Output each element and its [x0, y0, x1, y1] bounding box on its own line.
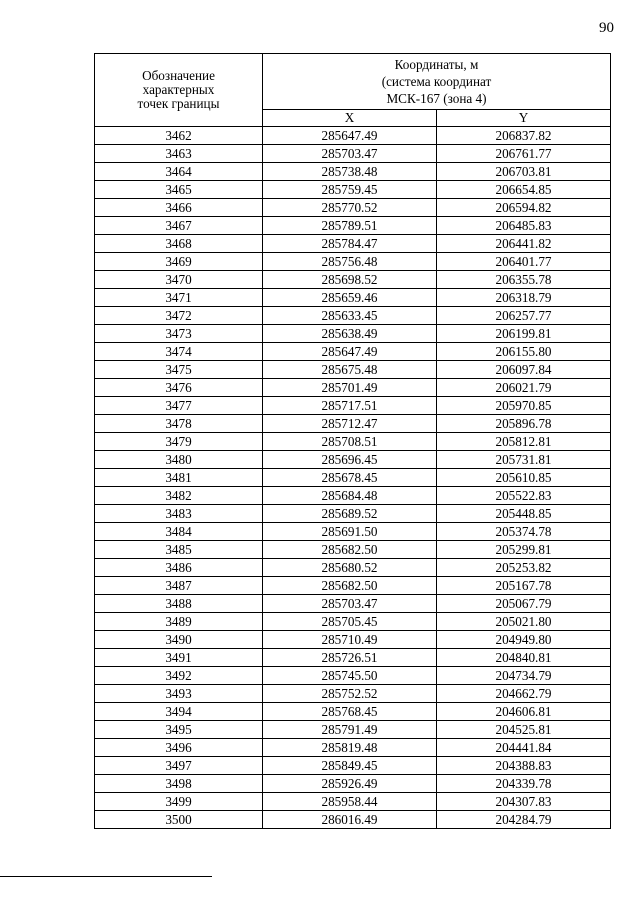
x-coordinate-cell: 285696.45: [263, 451, 437, 469]
y-coordinate-cell: 205253.82: [437, 559, 611, 577]
table-row: [95, 415, 611, 433]
x-coordinate-cell: 285638.49: [263, 325, 437, 343]
y-coordinate-cell: 205067.79: [437, 595, 611, 613]
y-coordinate-cell: 206703.81: [437, 163, 611, 181]
table-row: [95, 325, 611, 343]
table-row: [95, 811, 611, 829]
table-row: [95, 559, 611, 577]
point-number-cell: 3497: [95, 757, 263, 775]
table-row: [95, 541, 611, 559]
table-row: [95, 253, 611, 271]
x-coordinate-cell: 285712.47: [263, 415, 437, 433]
table-row: [95, 505, 611, 523]
footnote-separator: [0, 876, 212, 877]
point-number-cell: 3473: [95, 325, 263, 343]
y-coordinate-cell: 205299.81: [437, 541, 611, 559]
y-coordinate-cell: 206155.80: [437, 343, 611, 361]
x-coordinate-cell: 285784.47: [263, 235, 437, 253]
point-number-cell: 3493: [95, 685, 263, 703]
y-coordinate-cell: 204441.84: [437, 739, 611, 757]
x-coordinate-cell: 285849.45: [263, 757, 437, 775]
table-row: [95, 667, 611, 685]
y-coordinate-cell: 205167.78: [437, 577, 611, 595]
point-number-cell: 3489: [95, 613, 263, 631]
table-row: [95, 217, 611, 235]
table-row: [95, 433, 611, 451]
point-number-cell: 3465: [95, 181, 263, 199]
table-row: [95, 649, 611, 667]
y-coordinate-cell: 206485.83: [437, 217, 611, 235]
x-coordinate-cell: 285675.48: [263, 361, 437, 379]
x-coordinate-cell: 285705.45: [263, 613, 437, 631]
point-number-cell: 3492: [95, 667, 263, 685]
y-coordinate-cell: 205896.78: [437, 415, 611, 433]
point-number-cell: 3471: [95, 289, 263, 307]
table-row: [95, 361, 611, 379]
point-number-cell: 3477: [95, 397, 263, 415]
y-coordinate-cell: 204662.79: [437, 685, 611, 703]
y-coordinate-cell: 204840.81: [437, 649, 611, 667]
table-row: [95, 775, 611, 793]
x-coordinate-cell: 285701.49: [263, 379, 437, 397]
x-coordinate-cell: 285770.52: [263, 199, 437, 217]
table-row: [95, 469, 611, 487]
table-row: [95, 721, 611, 739]
table-row: [95, 127, 611, 145]
x-coordinate-cell: 285708.51: [263, 433, 437, 451]
y-coordinate-cell: 204339.78: [437, 775, 611, 793]
y-coordinate-cell: 206761.77: [437, 145, 611, 163]
header-y: Y: [437, 110, 611, 127]
x-coordinate-cell: 285768.45: [263, 703, 437, 721]
table-row: [95, 397, 611, 415]
header-coordinates: [263, 54, 611, 110]
point-number-cell: 3467: [95, 217, 263, 235]
y-coordinate-cell: 206257.77: [437, 307, 611, 325]
x-coordinate-cell: 285789.51: [263, 217, 437, 235]
x-coordinate-cell: 285689.52: [263, 505, 437, 523]
y-coordinate-cell: 205374.78: [437, 523, 611, 541]
point-number-cell: 3464: [95, 163, 263, 181]
x-coordinate-cell: 285717.51: [263, 397, 437, 415]
point-number-cell: 3486: [95, 559, 263, 577]
x-coordinate-cell: 285756.48: [263, 253, 437, 271]
y-coordinate-cell: 206594.82: [437, 199, 611, 217]
y-coordinate-cell: 206355.78: [437, 271, 611, 289]
header-designation-line: характерных: [142, 82, 215, 97]
x-coordinate-cell: 285958.44: [263, 793, 437, 811]
x-coordinate-cell: 285752.52: [263, 685, 437, 703]
x-coordinate-cell: 285698.52: [263, 271, 437, 289]
header-point-designation: [95, 54, 263, 127]
y-coordinate-cell: 206441.82: [437, 235, 611, 253]
table-row: [95, 631, 611, 649]
x-coordinate-cell: 285647.49: [263, 127, 437, 145]
header-coordinates-line: МСК-167 (зона 4): [386, 91, 487, 106]
point-number-cell: 3470: [95, 271, 263, 289]
x-coordinate-cell: 285678.45: [263, 469, 437, 487]
y-coordinate-cell: 205522.83: [437, 487, 611, 505]
x-coordinate-cell: 285682.50: [263, 541, 437, 559]
page-number: 90: [599, 20, 614, 36]
table-row: [95, 379, 611, 397]
table-row: [95, 523, 611, 541]
y-coordinate-cell: 205448.85: [437, 505, 611, 523]
y-coordinate-cell: 205610.85: [437, 469, 611, 487]
point-number-cell: 3463: [95, 145, 263, 163]
x-coordinate-cell: 285703.47: [263, 145, 437, 163]
table-row: [95, 739, 611, 757]
y-coordinate-cell: 206318.79: [437, 289, 611, 307]
x-coordinate-cell: 285710.49: [263, 631, 437, 649]
point-number-cell: 3495: [95, 721, 263, 739]
table-row: [95, 451, 611, 469]
point-number-cell: 3466: [95, 199, 263, 217]
point-number-cell: 3479: [95, 433, 263, 451]
header-designation-line: точек границы: [137, 96, 220, 111]
point-number-cell: 3462: [95, 127, 263, 145]
point-number-cell: 3494: [95, 703, 263, 721]
table-row: [95, 613, 611, 631]
x-coordinate-cell: 285745.50: [263, 667, 437, 685]
x-coordinate-cell: 285680.52: [263, 559, 437, 577]
y-coordinate-cell: 205731.81: [437, 451, 611, 469]
coordinates-table: [94, 53, 611, 829]
point-number-cell: 3480: [95, 451, 263, 469]
x-coordinate-cell: 285691.50: [263, 523, 437, 541]
header-row-top: [95, 54, 611, 110]
y-coordinate-cell: 204284.79: [437, 811, 611, 829]
point-number-cell: 3499: [95, 793, 263, 811]
header-coordinates-line: Координаты, м: [394, 57, 479, 72]
y-coordinate-cell: 204606.81: [437, 703, 611, 721]
y-coordinate-cell: 204525.81: [437, 721, 611, 739]
point-number-cell: 3483: [95, 505, 263, 523]
table-row: [95, 685, 611, 703]
header-coordinates-line: (система координат: [381, 74, 492, 89]
x-coordinate-cell: 285819.48: [263, 739, 437, 757]
y-coordinate-cell: 206654.85: [437, 181, 611, 199]
header-x: X: [263, 110, 437, 127]
table-header: [95, 54, 611, 127]
table-row: [95, 577, 611, 595]
point-number-cell: 3490: [95, 631, 263, 649]
point-number-cell: 3472: [95, 307, 263, 325]
x-coordinate-cell: 285759.45: [263, 181, 437, 199]
table-row: [95, 199, 611, 217]
x-coordinate-cell: 285659.46: [263, 289, 437, 307]
table-row: [95, 793, 611, 811]
point-number-cell: 3496: [95, 739, 263, 757]
y-coordinate-cell: 206097.84: [437, 361, 611, 379]
table-row: [95, 487, 611, 505]
x-coordinate-cell: 285738.48: [263, 163, 437, 181]
x-coordinate-cell: 285647.49: [263, 343, 437, 361]
y-coordinate-cell: 204307.83: [437, 793, 611, 811]
table-row: [95, 703, 611, 721]
y-coordinate-cell: 206837.82: [437, 127, 611, 145]
y-coordinate-cell: 204949.80: [437, 631, 611, 649]
x-coordinate-cell: 285633.45: [263, 307, 437, 325]
y-coordinate-cell: 206199.81: [437, 325, 611, 343]
table-row: [95, 163, 611, 181]
x-coordinate-cell: 286016.49: [263, 811, 437, 829]
table-row: [95, 271, 611, 289]
y-coordinate-cell: 206401.77: [437, 253, 611, 271]
x-coordinate-cell: 285682.50: [263, 577, 437, 595]
point-number-cell: 3487: [95, 577, 263, 595]
point-number-cell: 3475: [95, 361, 263, 379]
point-number-cell: 3481: [95, 469, 263, 487]
point-number-cell: 3484: [95, 523, 263, 541]
table-body: [95, 127, 611, 829]
table-row: [95, 757, 611, 775]
y-coordinate-cell: 205021.80: [437, 613, 611, 631]
point-number-cell: 3468: [95, 235, 263, 253]
y-coordinate-cell: 205812.81: [437, 433, 611, 451]
point-number-cell: 3474: [95, 343, 263, 361]
point-number-cell: 3476: [95, 379, 263, 397]
point-number-cell: 3491: [95, 649, 263, 667]
x-coordinate-cell: 285684.48: [263, 487, 437, 505]
point-number-cell: 3469: [95, 253, 263, 271]
x-coordinate-cell: 285926.49: [263, 775, 437, 793]
point-number-cell: 3478: [95, 415, 263, 433]
point-number-cell: 3498: [95, 775, 263, 793]
table-row: [95, 343, 611, 361]
y-coordinate-cell: 206021.79: [437, 379, 611, 397]
point-number-cell: 3485: [95, 541, 263, 559]
header-designation-line: Обозначение: [142, 68, 215, 83]
table-row: [95, 235, 611, 253]
table-row: [95, 595, 611, 613]
y-coordinate-cell: 204388.83: [437, 757, 611, 775]
x-coordinate-cell: 285791.49: [263, 721, 437, 739]
x-coordinate-cell: 285703.47: [263, 595, 437, 613]
table-row: [95, 181, 611, 199]
y-coordinate-cell: 204734.79: [437, 667, 611, 685]
table-row: [95, 307, 611, 325]
table-row: [95, 289, 611, 307]
point-number-cell: 3482: [95, 487, 263, 505]
point-number-cell: 3488: [95, 595, 263, 613]
x-coordinate-cell: 285726.51: [263, 649, 437, 667]
table-row: [95, 145, 611, 163]
y-coordinate-cell: 205970.85: [437, 397, 611, 415]
point-number-cell: 3500: [95, 811, 263, 829]
